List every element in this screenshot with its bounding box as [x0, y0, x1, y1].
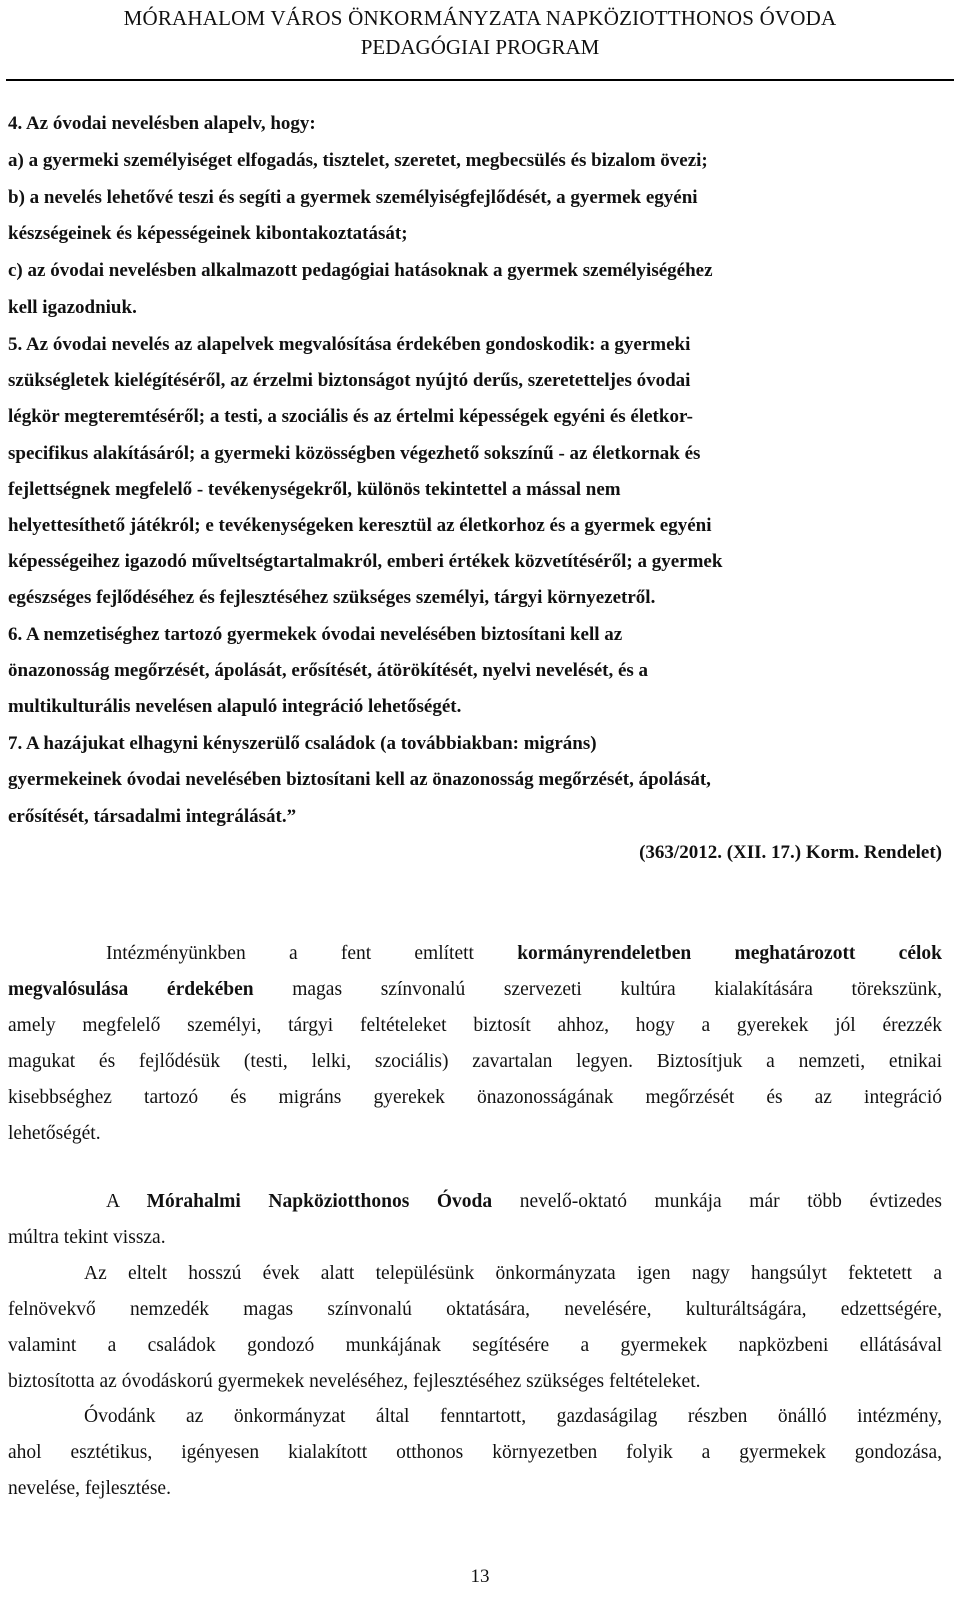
text-line: ahol esztétikus, igényesen kialakított otthonos környezetben folyik a gyermekek gondozása,: [8, 1442, 942, 1463]
header-document-title: PEDAGÓGIAI PROGRAM: [360, 35, 600, 59]
bold-line: a) a gyermeki személyiséget elfogadás, tisztelet, szeretet, megbecsülés és bizalom övezi;: [8, 150, 708, 171]
bold-run: megvalósulása érdekében: [8, 979, 254, 1000]
bold-line: multikulturális nevelésen alapuló integráció lehetőségét.: [8, 696, 462, 717]
bold-line: 5. Az óvodai nevelés az alapelvek megvalósítása érdekében gondoskodik: a gyermeki: [8, 334, 691, 355]
text-line: biztosította az óvodáskorú gyermekek neveléséhez, fejlesztéséhez szükséges feltételeket.: [8, 1371, 701, 1392]
text-line: [106, 943, 942, 965]
text-line: amely megfelelő személyi, tárgyi feltételeket biztosít ahhoz, hogy a gyerekek jól érezzék: [8, 1015, 942, 1036]
header-divider: [6, 79, 954, 81]
bold-line: 7. A hazájukat elhagyni kényszerülő családok (a továbbiakban: migráns): [8, 733, 597, 754]
bold-line: b) a nevelés lehetővé teszi és segíti a gyermek személyiségfejlődését, a gyermek egyéni: [8, 187, 698, 208]
text-run: magas színvonalú szervezeti kultúra kialakítására törekszünk,: [253, 979, 942, 1000]
bold-run: Mórahalmi Napköziotthonos Óvoda: [146, 1191, 493, 1212]
text-line: múltra tekint vissza.: [8, 1227, 166, 1248]
bold-line: képességeihez igazodó műveltségtartalmakról, emberi értékek közvetítéséről; a gyermek: [8, 551, 723, 572]
bold-line: erősítését, társadalmi integrálását.”: [8, 806, 297, 827]
bold-line: helyettesíthető játékról; e tevékenységeken keresztül az életkorhoz és a gyermek egyéni: [8, 515, 712, 536]
text-run: nevelő-oktató munkája már több évtizedes: [492, 1191, 943, 1212]
page-number: 13: [470, 1566, 490, 1587]
text-line: valamint a családok gondozó munkájának segítésére a gyermekek napközbeni ellátásával: [8, 1335, 942, 1356]
bold-run: kormányrendeletben meghatározott célok: [517, 943, 942, 964]
text-line: Óvodánk az önkormányzat által fenntartott, gazdaságilag részben önálló intézmény,: [84, 1406, 942, 1427]
text-run: Intézményünkben a fent említett: [106, 943, 518, 964]
bold-line: egészséges fejlődéséhez és fejlesztéséhez szükséges személyi, tárgyi környezetről.: [8, 587, 656, 608]
bold-line: fejlettségnek megfelelő - tevékenységekről, különös tekintettel a mással nem: [8, 479, 621, 500]
text-line: nevelése, fejlesztése.: [8, 1478, 171, 1499]
text-run: A: [106, 1191, 147, 1212]
text-line: [106, 1191, 942, 1213]
bold-line: önazonosság megőrzését, ápolását, erősítését, átörökítését, nyelvi nevelését, és a: [8, 660, 649, 681]
bold-line: légkör megteremtéséről; a testi, a szociális és az értelmi képességek egyéni és életkor-: [8, 406, 693, 427]
text-line: magukat és fejlődésük (testi, lelki, szociális) zavartalan legyen. Biztosítjuk a nemzeti, etnikai: [8, 1051, 942, 1072]
citation: (363/2012. (XII. 17.) Korm. Rendelet): [639, 842, 942, 863]
text-line: [8, 979, 942, 1001]
text-line: Az eltelt hosszú évek alatt településünk önkormányzata igen nagy hangsúlyt fektetett a: [84, 1263, 942, 1284]
bold-line: készségeinek és képességeinek kibontakoztatását;: [8, 223, 408, 244]
bold-line: 4. Az óvodai nevelésben alapelv, hogy:: [8, 113, 316, 134]
bold-line: szükségletek kielégítéséről, az érzelmi biztonságot nyújtó derűs, szeretetteljes óvodai: [8, 370, 691, 391]
bold-line: 6. A nemzetiséghez tartozó gyermekek óvodai nevelésében biztosítani kell az: [8, 624, 623, 645]
bold-line: c) az óvodai nevelésben alkalmazott pedagógiai hatásoknak a gyermek személyiségéhez: [8, 260, 713, 281]
text-line: kisebbséghez tartozó és migráns gyerekek önazonosságának megőrzését és az integráció: [8, 1087, 942, 1108]
bold-line: gyermekeinek óvodai nevelésében biztosítani kell az önazonosság megőrzését, ápolását,: [8, 769, 711, 790]
text-line: lehetőségét.: [8, 1123, 101, 1144]
text-line: felnövekvő nemzedék magas színvonalú oktatására, nevelésére, kulturáltságára, edzettségére,: [8, 1299, 942, 1320]
header-institution: MÓRAHALOM VÁROS ÖNKORMÁNYZATA NAPKÖZIOTTHONOS ÓVODA: [123, 6, 837, 30]
bold-line: kell igazodniuk.: [8, 297, 137, 318]
bold-line: specifikus alakításáról; a gyermeki közösségben végezhető sokszínű - az életkornak és: [8, 443, 701, 464]
